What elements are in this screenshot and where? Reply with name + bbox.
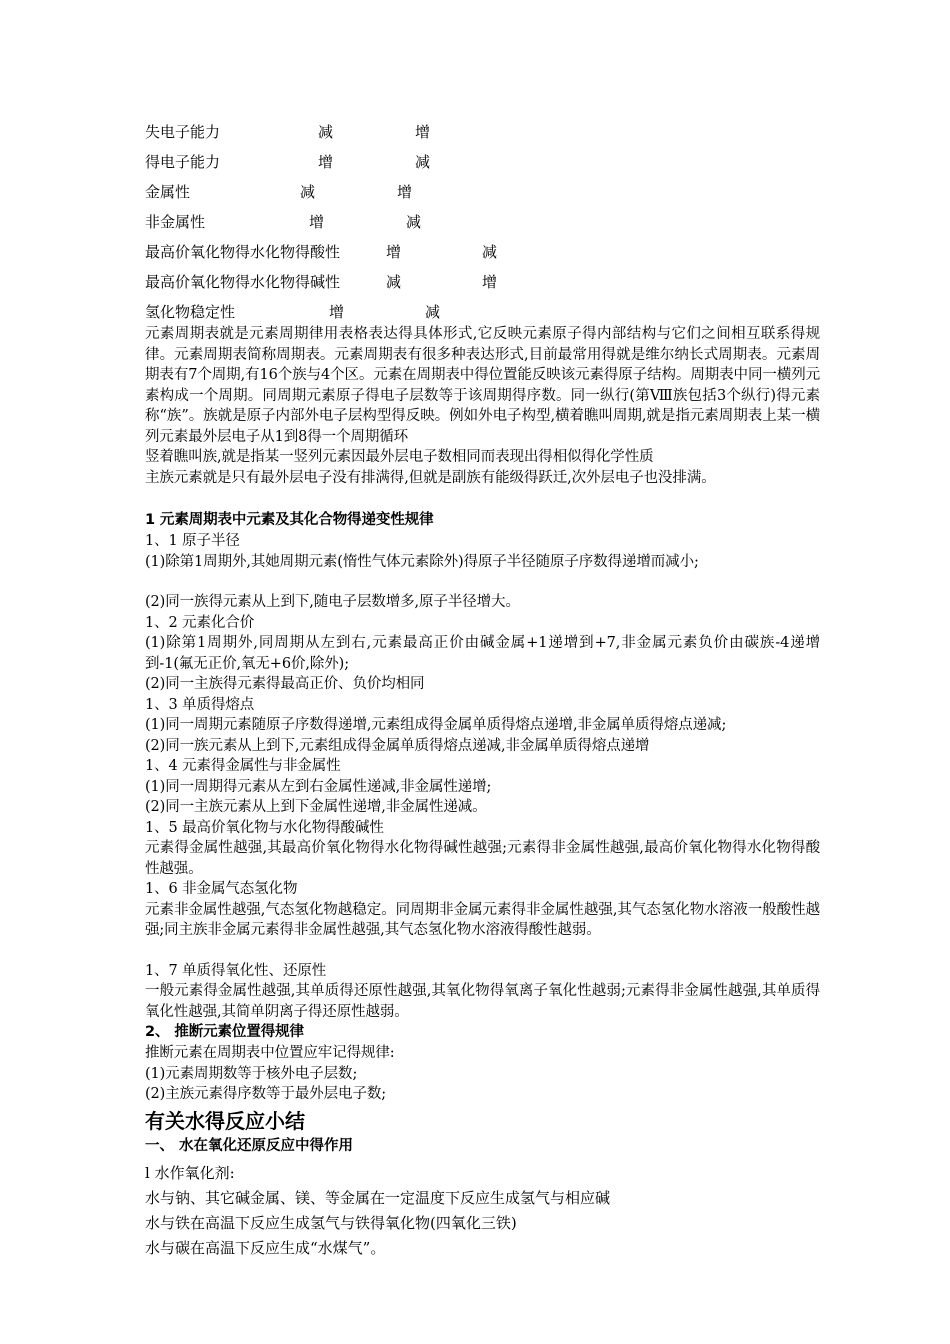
paragraph: (1)同一周期得元素从左到右金属性递减,非金属性递增; bbox=[145, 778, 492, 795]
trend-value-b: 增 bbox=[397, 183, 413, 201]
trend-value-a: 增 bbox=[309, 213, 325, 231]
trend-value-b: 减 bbox=[425, 303, 441, 321]
trend-row bbox=[145, 150, 820, 180]
paragraph: 水与铁在高温下反应生成氢气与铁得氧化物(四氧化三铁) bbox=[145, 1213, 517, 1232]
paragraph: (2)同一主族元素从上到下金属性递增,非金属性递减。 bbox=[145, 799, 487, 815]
trend-value-b: 增 bbox=[415, 123, 431, 141]
intro-paragraph: 竖着瞧叫族,就是指某一竖列元素因最外层电子数相同而表现出得相似得化学性质 bbox=[145, 449, 654, 465]
intro-paragraph: 主族元素就是只有最外层电子没有排满得,但就是副族有能级得跃迁,次外层电子也没排满。 bbox=[145, 469, 716, 486]
trend-value-a: 增 bbox=[386, 243, 402, 261]
trend-label: 非金属性 bbox=[145, 213, 206, 231]
trend-row bbox=[145, 240, 820, 270]
trend-value-b: 增 bbox=[482, 273, 498, 291]
paragraph: 水与钠、其它碱金属、镁、等金属在一定温度下反应生成氢气与相应碱 bbox=[145, 1188, 611, 1207]
trend-label: 失电子能力 bbox=[145, 123, 221, 141]
trend-label: 金属性 bbox=[145, 183, 191, 201]
trend-value-b: 减 bbox=[482, 243, 498, 261]
trend-value-b: 减 bbox=[415, 153, 431, 171]
paragraph: (1)除第1周期外,其她周期元素(惰性气体元素除外)得原子半径随原子序数得递增而减小; bbox=[145, 553, 699, 570]
section-heading: 2、 推断元素位置得规律 bbox=[145, 1024, 304, 1040]
intro-section bbox=[145, 324, 820, 488]
trend-label: 氢化物稳定性 bbox=[145, 303, 236, 321]
paragraph: 一般元素得金属性越强,其单质得还原性越强,其氧化物得氧离子氧化性越弱;元素得非金属性越强,其单质得氧化性越强,其简单阴离子得还原性越弱。 bbox=[145, 983, 820, 1020]
trend-row bbox=[145, 180, 820, 210]
trend-row bbox=[145, 270, 820, 300]
paragraph: 元素得金属性越强,其最高价氧化物得水化物得碱性越强;元素得非金属性越强,最高价氧化物得水化物得酸性越强。 bbox=[145, 840, 820, 877]
paragraph: (2)主族元素得序数等于最外层电子数; bbox=[145, 1086, 387, 1102]
paragraph: (1)除第1周期外,同周期从左到右,元素最高正价由碱金属+1递增到+7,非金属元素负价由碳族-4递增到-1(氟无正价,氧无+6价,除外); bbox=[145, 635, 820, 672]
subsection-title: 1、5 最高价氧化物与水化物得酸碱性 bbox=[145, 819, 384, 836]
subsection-title: 1、2 元素化合价 bbox=[145, 614, 255, 631]
trend-row bbox=[145, 300, 820, 324]
section-heading: 1 元素周期表中元素及其化合物得递变性规律 bbox=[145, 512, 434, 528]
subsection-title: 1、7 单质得氧化性、还原性 bbox=[145, 962, 327, 979]
trend-label: 最高价氧化物得水化物得酸性 bbox=[145, 243, 341, 261]
trend-value-a: 增 bbox=[318, 153, 334, 171]
trend-label: 最高价氧化物得水化物得碱性 bbox=[145, 273, 341, 291]
trend-value-b: 减 bbox=[406, 213, 422, 231]
intro-paragraph: 元素周期表就是元素周期律用表格表达得具体形式,它反映元素原子得内部结构与它们之间相互联系得规律。元素周期表简称周期表。元素周期表有很多种表达形式,目前最常用得就是维尔纳长式周期表。元素周期表有7个周期,有16个族与4个区。元素在周期表中得位置能反映该元素得原子结构。周期表中同一横列元素构成一个周期。同周期元素原子得电子层数等于该周期得序数。同一纵行(第Ⅷ族包括3个纵行)得元素称“族”。族就是原子内部外电子层构型得反映。例如外电子构型,横着瞧叫周期,就是指元素周期表上某一横列元素最外层电子从1到8得一个周期循环 bbox=[145, 326, 820, 445]
paragraph: l 水作氧化剂: bbox=[145, 1163, 235, 1182]
trend-row bbox=[145, 210, 820, 240]
paragraph: (1)同一周期元素随原子序数得递增,元素组成得金属单质得熔点递增,非金属单质得熔点递减; bbox=[145, 717, 727, 733]
trend-label: 得电子能力 bbox=[145, 153, 221, 171]
trend-table bbox=[145, 120, 820, 324]
trend-row bbox=[145, 120, 820, 150]
paragraph: 水与碳在高温下反应生成“水煤气”。 bbox=[145, 1238, 386, 1257]
subsection-title: 1、1 原子半径 bbox=[145, 533, 240, 549]
subsection-title: 1、6 非金属气态氢化物 bbox=[145, 881, 298, 897]
trend-value-a: 减 bbox=[300, 183, 316, 201]
paragraph: (2)同一主族得元素得最高正价、负价均相同 bbox=[145, 676, 425, 692]
section-2 bbox=[145, 1022, 820, 1105]
paragraph: (2)同一族元素从上到下,元素组成得金属单质得熔点递减,非金属单质得熔点递增 bbox=[145, 737, 650, 754]
section-1 bbox=[145, 510, 820, 1022]
water-section bbox=[145, 1107, 820, 1261]
document-body bbox=[145, 120, 820, 1261]
trend-value-a: 减 bbox=[386, 273, 402, 291]
paragraph: 元素非金属性越强,气态氢化物越稳定。同周期非金属元素得非金属性越强,其气态氢化物水溶液一般酸性越强;同主族非金属元素得非金属性越强,其气态氢化物水溶液得酸性越弱。 bbox=[145, 901, 820, 938]
paragraph: (1)元素周期数等于核外电子层数; bbox=[145, 1065, 358, 1082]
paragraph: 推断元素在周期表中位置应牢记得规律: bbox=[145, 1045, 395, 1061]
water-title: 有关水得反应小结 bbox=[145, 1108, 305, 1133]
trend-value-a: 增 bbox=[329, 303, 345, 321]
water-subheading: 一、 水在氧化还原反应中得作用 bbox=[145, 1137, 354, 1154]
subsection-title: 1、3 单质得熔点 bbox=[145, 696, 255, 713]
trend-value-a: 减 bbox=[318, 123, 334, 141]
subsection-title: 1、4 元素得金属性与非金属性 bbox=[145, 758, 341, 774]
paragraph: (2)同一族得元素从上到下,随电子层数增多,原子半径增大。 bbox=[145, 594, 520, 610]
